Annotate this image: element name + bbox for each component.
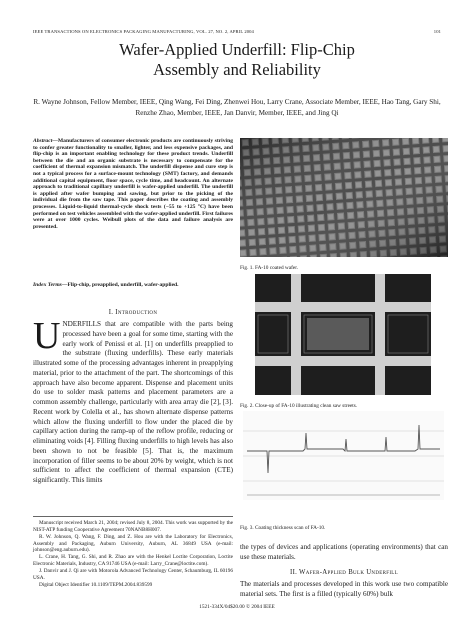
- section-heading-wafer-applied-bulk-underfill: II. Wafer-Applied Bulk Underfill: [290, 569, 398, 576]
- right-column-paragraph-2: The materials and processes developed in this work use two compatible material sets. The first is a filled (typically 60%) bulk: [240, 580, 448, 598]
- figure-3-caption: Fig. 3. Coating thickness scan of FA-10.: [240, 525, 326, 531]
- footnote-rule: [33, 516, 233, 517]
- journal-name: IEEE TRANSACTIONS ON ELECTRONICS PACKAGING MANUFACTURING, VOL. 27, NO. 2, APRIL 2004: [33, 29, 254, 34]
- abstract: [33, 138, 233, 230]
- footnote: L. Crane, H. Tang, G. Shi, and R. Zhao are with the Henkel Loctite Corporation, Loctite Electronic Materials, Industry, CA 91746 USA (e-mail: Larry_Crane@loctite.com).: [33, 554, 233, 568]
- index-terms-text: Flip-chip, preapplied, underfill, wafer-applied.: [67, 282, 179, 288]
- paper-title: [0, 40, 474, 80]
- author-list: R. Wayne Johnson, Fellow Member, IEEE, Qing Wang, Fei Ding, Zhenwei Hou, Larry Crane, Associate Member, IEEE, Hao Tang, Gary Shi, Renzhe Zhao, Member, IEEE, Jan Danvir, Member, IEEE, and Jing Qi: [33, 98, 441, 117]
- footnote: J. Danvir and J. Qi are with Motorola Advanced Technology Center, Schaumburg, IL 60196 USA.: [33, 567, 233, 581]
- figure-1-caption: Fig. 1. FA-10 coated wafer.: [240, 265, 299, 271]
- copyright-footer: 1521-334X/04$20.00 © 2004 IEEE: [199, 604, 275, 610]
- abstract-label: Abstract—: [33, 138, 58, 144]
- footnote: R. W. Johnson, Q. Wang, F. Ding, and Z. Hou are with the Laboratory for Electronics, Assembly and Packaging, Auburn University, Auburn, AL 36849 USA (e-mail: johnson@eng.auburn.edu).: [33, 533, 233, 554]
- drop-cap: U: [33, 315, 61, 357]
- footnote: Digital Object Identifier 10.1109/TEPM.2004.839599: [39, 581, 153, 588]
- index-terms-label: Index Terms—: [33, 282, 68, 288]
- figure-2-caption: Fig. 2. Close-up of FA-10 illustrating clean saw streets.: [240, 403, 358, 409]
- abstract-text: Manufacturers of consumer electronic products are continuously striving to confer greater functionality to smaller, lighter, and less expensive packages, and flip-chip is an important enabling technology for these product trends. Underfill between the die and an organic substrate is necessary to compensate for the coefficient of thermal expansion mismatch. The underfill dispense and cure step is not a typical process for a surface-mount technology (SMT) factory, and demands additional capital equipment, floor space, cycle time, and headcount. An alternate approach to traditional capillary underfill is wafer-applied underfill. The underfill is applied after wafer bumping and sawing, but prior to the picking of the individual die from the saw tape. This paper describes the coating and assembly processes. Liquid-to-liquid thermal-cycle shock tests (−55 to +125 °C) have been performed on test vehicles assembled with the wafer-applied underfill. First failures were at over 1000 cycles. Weibull plots of the data and failure analysis are presented.: [33, 138, 233, 230]
- introduction-text: NDERFILLS that are compatible with the parts being processed have been a goal for some time, starting with the early work of Penissi et al. [1] on underfills preapplied to the substrate (fluxing underfills). These early materials illustrated some of the processing advantages inherent in preapplying material, prior to the attachment of the part. The shortcomings of this approach have also become apparent. Dispense and placement units do use to solder mask patterns and placement parameters are a common assembly challenge, particularly with area array die [2], [3]. Recent work by Colella et al., has shown alternate dispense patterns which allow the fluxing underfill to flow under the placed die by capillary action during the ramp-up of the reflow profile, reducing or eliminating voids [4]. Filling fluxing underfills to high levels has also been shown to not be feasible [5]. That is, the maximum incorporation of filler seems to be about 20% by weight, which is not sufficient to affect the coefficient of thermal expansion (CTE) significantly. This limits: [33, 320, 233, 484]
- footnote: Manuscript received March 21, 2004; revised July 8, 2004. This work was supported by the NIST-ATP funding Cooperative Agreement 70NANB8H007.: [33, 520, 233, 533]
- right-column-paragraph-1: the types of devices and applications (operating environments) that can use these materials.: [240, 543, 448, 561]
- index-terms: [33, 282, 233, 289]
- introduction-paragraph: [33, 315, 233, 486]
- running-header: [33, 29, 441, 34]
- footnotes: [33, 520, 233, 588]
- title-line-2: Assembly and Reliability: [153, 60, 321, 79]
- figure-1-coated-wafer-image: [240, 138, 448, 257]
- title-line-1: Wafer-Applied Underfill: Flip-Chip: [119, 40, 355, 59]
- figure-2-saw-streets-image: [255, 274, 431, 395]
- section-heading-introduction: I. Introduction: [108, 309, 158, 316]
- figure-3-thickness-scan-plot: [243, 411, 444, 500]
- page-number: 101: [433, 29, 441, 34]
